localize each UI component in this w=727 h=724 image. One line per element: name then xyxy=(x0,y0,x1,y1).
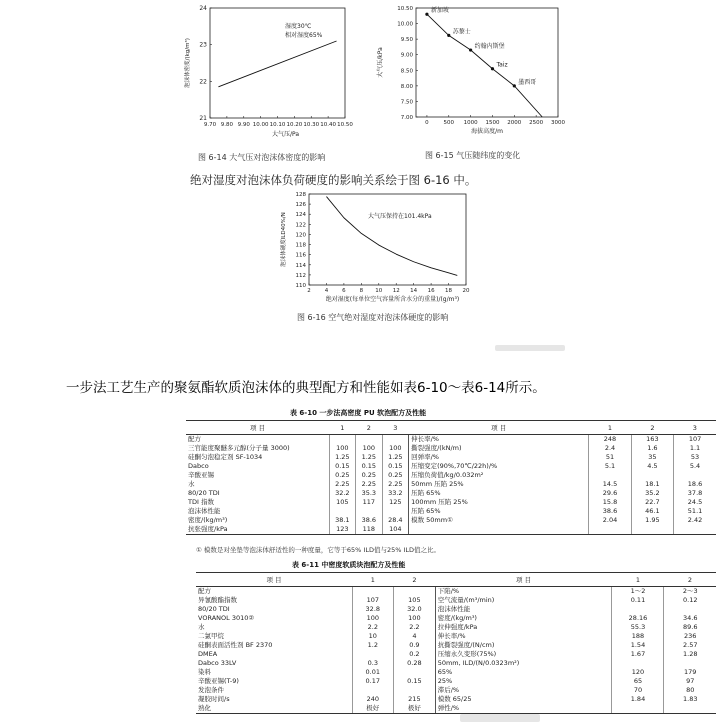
x-tick-label: 6 xyxy=(342,288,346,294)
table-cell: 压陷 65% xyxy=(409,489,589,498)
table-cell: 118 xyxy=(356,525,383,535)
table-cell xyxy=(394,668,436,677)
table-cell: 1.67 xyxy=(612,650,664,659)
table-cell xyxy=(664,605,716,614)
table-cell: 伸长率/% xyxy=(435,632,612,641)
table-cell: 4 xyxy=(394,632,436,641)
table-cell: Dabco xyxy=(188,462,209,470)
table-cell: 10 xyxy=(352,632,394,641)
column-header: 1 xyxy=(329,421,356,435)
table-cell: 104 xyxy=(382,525,409,535)
table-cell: 0.15 xyxy=(329,462,356,471)
table-cell: TDI 指数 xyxy=(188,498,214,506)
main-statement: 一步法工艺生产的聚氨酯软质泡沫体的典型配方和性能如表6-10～表6-14所示。 xyxy=(66,380,546,396)
table-cell: 撕裂强度/(kN/m) xyxy=(409,444,589,453)
table-cell: 215 xyxy=(394,695,436,704)
table-cell: 120 xyxy=(612,668,664,677)
data-point xyxy=(469,48,472,51)
y-tick-label: 124 xyxy=(295,212,306,219)
annotation-line-1: 湿度30℃ xyxy=(285,23,312,30)
y-tick-label: 21 xyxy=(199,115,207,122)
table-row xyxy=(196,605,716,614)
fig615-caption: 图 6-15 气压随纬度的变化 xyxy=(425,151,521,160)
table-cell xyxy=(382,435,409,445)
table-cell: 22.7 xyxy=(631,498,673,507)
table-cell: 密度/(kg/m³) xyxy=(435,614,612,623)
table-row xyxy=(186,516,716,525)
plot-frame xyxy=(210,8,345,118)
point-label: 苏黎士 xyxy=(452,28,471,36)
table-cell: 2.25 xyxy=(382,480,409,489)
table-cell: 2～3 xyxy=(664,587,716,597)
column-header: 项 目 xyxy=(435,573,612,587)
table-cell: 107 xyxy=(674,435,716,445)
table-cell xyxy=(612,605,664,614)
table-row xyxy=(196,695,716,704)
x-tick-label: 14 xyxy=(410,288,418,294)
table-cell: 0.15 xyxy=(356,462,383,471)
column-header: 项 目 xyxy=(409,421,589,435)
table-cell: 18.6 xyxy=(674,480,716,489)
table-row xyxy=(196,614,716,623)
table-row xyxy=(196,677,716,686)
y-tick-label: 118 xyxy=(295,242,306,249)
table-row xyxy=(196,641,716,650)
column-header: 2 xyxy=(394,573,436,587)
table-cell: 107 xyxy=(352,596,394,605)
table-cell: 配方 xyxy=(188,435,201,443)
y-tick-label: 128 xyxy=(295,192,306,198)
table-cell: 240 xyxy=(352,695,394,704)
fig616-caption: 图 6-16 空气绝对湿度对泡沫体硬度的影响 xyxy=(297,313,449,322)
table-row xyxy=(196,659,716,668)
table-cell xyxy=(329,435,356,445)
point-label: 约翰内斯堡 xyxy=(474,43,505,51)
table-cell: 28.16 xyxy=(612,614,664,623)
table-cell: 2.25 xyxy=(356,480,383,489)
x-tick-label: 16 xyxy=(427,288,435,294)
table-cell: 模数 50mm① xyxy=(409,516,589,525)
table-cell: 2.42 xyxy=(674,516,716,525)
table-cell: 空气流量/(m³/min) xyxy=(435,596,612,605)
y-tick-label: 9.00 xyxy=(400,52,413,59)
table-cell: 1.28 xyxy=(664,650,716,659)
y-tick-label: 120 xyxy=(295,232,306,239)
data-point xyxy=(513,84,516,87)
table-cell xyxy=(352,686,394,695)
column-header: 2 xyxy=(356,421,383,435)
table-cell: 53 xyxy=(674,453,716,462)
x-tick-label: 2 xyxy=(307,288,311,294)
table-cell: 0.28 xyxy=(394,659,436,668)
y-tick-label: 10.00 xyxy=(397,21,413,28)
table-cell: 70 xyxy=(612,686,664,695)
table-cell: 32.0 xyxy=(394,605,436,614)
table-cell xyxy=(612,704,664,714)
table-cell: 80/20 TDI xyxy=(198,605,230,613)
table-cell: 38.6 xyxy=(589,507,631,516)
y-tick-label: 10.50 xyxy=(397,6,413,12)
table-cell: 配方 xyxy=(198,587,211,595)
table-cell: 100 xyxy=(394,614,436,623)
x-tick-label: 9.80 xyxy=(220,122,233,128)
column-header: 1 xyxy=(589,421,631,435)
data-point xyxy=(491,67,494,70)
table-cell xyxy=(589,525,631,535)
table-cell: 滞后/% xyxy=(435,686,612,695)
table-row xyxy=(196,596,716,605)
y-tick-label: 110 xyxy=(295,283,306,289)
table-cell: 50mm, ILD/(N/0.0323m²) xyxy=(435,659,612,668)
table-cell: 35 xyxy=(631,453,673,462)
table-cell: 极好 xyxy=(394,704,436,714)
column-header: 3 xyxy=(674,421,716,435)
x-tick-label: 10.00 xyxy=(252,122,269,128)
table-cell: 248 xyxy=(589,435,631,445)
table-cell: 2.2 xyxy=(352,623,394,632)
table-cell: 0.3 xyxy=(352,659,394,668)
annotation: 大气压保持在101.4kPa xyxy=(368,213,432,220)
table-cell: 水 xyxy=(188,480,195,488)
table-cell: 压陷 65% xyxy=(409,507,589,516)
table-cell: 179 xyxy=(664,668,716,677)
table-cell: 4.5 xyxy=(631,462,673,471)
x-tick-label: 8 xyxy=(359,288,364,294)
x-tick-label: 9.70 xyxy=(203,122,217,128)
table-row xyxy=(186,462,716,471)
table-row xyxy=(196,650,716,659)
x-axis-label: 海拔高度/m xyxy=(471,128,503,135)
table-cell: 密度/(kg/m³) xyxy=(188,516,228,524)
table-cell: 极好 xyxy=(352,704,394,714)
table-cell: 1.6 xyxy=(631,444,673,453)
table-row xyxy=(196,632,716,641)
table-row xyxy=(186,525,716,535)
table-cell: 80/20 TDI xyxy=(188,489,220,497)
table-cell: 染料 xyxy=(198,668,211,676)
table-cell: 15.8 xyxy=(589,498,631,507)
table-cell: 1～2 xyxy=(612,587,664,597)
table-cell: 弹性/% xyxy=(435,704,612,714)
table-cell: 2.4 xyxy=(589,444,631,453)
column-header: 项 目 xyxy=(196,573,352,587)
x-tick-label: 0 xyxy=(425,120,429,126)
table-row xyxy=(186,507,716,516)
table-cell: 5.4 xyxy=(674,462,716,471)
table-cell: 压缩永久变形(75%) xyxy=(435,650,612,659)
table-cell: 熟化 xyxy=(196,704,352,714)
table-cell: 100 xyxy=(356,444,383,453)
table-cell xyxy=(356,507,383,516)
table-cell xyxy=(612,659,664,668)
column-header: 2 xyxy=(631,421,673,435)
table-cell: 80 xyxy=(664,686,716,695)
table-cell: 0.17 xyxy=(352,677,394,686)
table-cell: 24.5 xyxy=(674,498,716,507)
data-point xyxy=(447,34,450,37)
table-cell: 1.25 xyxy=(329,453,356,462)
table-cell: 28.4 xyxy=(382,516,409,525)
y-axis-label: 泡沫体密度/(kg/m³) xyxy=(185,38,191,88)
column-header: 1 xyxy=(352,573,394,587)
table-cell: 188 xyxy=(612,632,664,641)
table-cell: 模数 65/25 xyxy=(435,695,612,704)
table-cell: 1.84 xyxy=(612,695,664,704)
x-tick-label: 2000 xyxy=(507,120,522,126)
table-cell: 下陷/% xyxy=(435,587,612,597)
table-row xyxy=(186,480,716,489)
table-cell xyxy=(409,525,589,535)
x-tick-label: 1000 xyxy=(463,120,478,126)
table-cell: 35.3 xyxy=(356,489,383,498)
x-tick-label: 10.20 xyxy=(286,122,303,128)
table-cell: 压缩负荷值/kg/0.032m² xyxy=(409,471,589,480)
table-cell: Dabco 33LV xyxy=(198,659,237,667)
table-cell: 51 xyxy=(589,453,631,462)
series-line xyxy=(427,14,542,117)
table-row xyxy=(196,686,716,695)
column-header: 2 xyxy=(664,573,716,587)
table-cell xyxy=(352,587,394,597)
table-cell: 123 xyxy=(329,525,356,535)
table-cell: 100mm 压陷 25% xyxy=(409,498,589,507)
table-cell: 0.25 xyxy=(329,471,356,480)
table-cell: 2.04 xyxy=(589,516,631,525)
x-tick-label: 2500 xyxy=(529,120,544,126)
y-tick-label: 112 xyxy=(295,272,306,279)
table-cell: 0.25 xyxy=(356,471,383,480)
y-tick-label: 122 xyxy=(295,222,306,229)
table-cell: 89.6 xyxy=(664,623,716,632)
point-label: 新加坡 xyxy=(430,7,449,15)
x-tick-label: 20 xyxy=(462,288,470,294)
table-cell: 伸长率/% xyxy=(409,435,589,445)
table-cell: 65 xyxy=(612,677,664,686)
x-tick-label: 10.10 xyxy=(269,122,286,128)
point-label: 墨西哥 xyxy=(518,78,537,86)
table-cell: 硅酮匀泡稳定剂 SF-1034 xyxy=(188,453,263,461)
table-cell: 100 xyxy=(329,444,356,453)
table-cell: 125 xyxy=(382,498,409,507)
y-tick-label: 7.00 xyxy=(400,115,413,121)
table-cell: 泡沫体性能 xyxy=(188,507,221,515)
table-cell xyxy=(589,471,631,480)
table-cell: 1.25 xyxy=(382,453,409,462)
x-tick-label: 12 xyxy=(392,288,400,294)
table-cell xyxy=(631,471,673,480)
table-cell: 35.2 xyxy=(631,489,673,498)
table-cell: 38.6 xyxy=(356,516,383,525)
table-cell: 18.1 xyxy=(631,480,673,489)
table-cell: 0.15 xyxy=(382,462,409,471)
y-axis-label: 大气压/kPa xyxy=(377,47,384,78)
table610-footnote: ① 模数是对坐垫等泡沫体舒适性的一种度量，它等于65% ILD值与25% ILD值之比。 xyxy=(196,546,441,554)
table-cell xyxy=(631,525,673,535)
annotation-line-2: 相对湿度65% xyxy=(285,32,323,39)
table-cell: 1.54 xyxy=(612,641,664,650)
table-cell: 100 xyxy=(382,444,409,453)
table-cell: 1.83 xyxy=(664,695,716,704)
table-cell: 辛酸亚锡(T-9) xyxy=(198,677,239,685)
y-tick-label: 126 xyxy=(295,202,306,209)
table-cell xyxy=(352,650,394,659)
table-cell: 硅酮表面活性剂 BF 2370 xyxy=(198,641,273,649)
data-point xyxy=(425,13,428,16)
table-cell: 117 xyxy=(356,498,383,507)
table-cell: 0.15 xyxy=(394,677,436,686)
table610-caption: 表 6-10 一步法高密度 PU 软泡配方及性能 xyxy=(290,409,427,417)
table-cell: 三官能度聚醚多元醇(分子量 3000) xyxy=(188,444,290,452)
table-cell: 泡沫体性能 xyxy=(435,605,612,614)
table-cell: 105 xyxy=(329,498,356,507)
fig616-chart xyxy=(276,190,491,310)
table-cell xyxy=(674,471,716,480)
table-cell: 0.11 xyxy=(612,596,664,605)
table-cell: 抗张强度/kPa xyxy=(186,525,329,535)
y-tick-label: 8.50 xyxy=(400,68,413,75)
table-cell: 0.12 xyxy=(664,596,716,605)
table-cell: 0.2 xyxy=(394,650,436,659)
table-row xyxy=(196,623,716,632)
column-header: 项 目 xyxy=(186,421,329,435)
series-line xyxy=(218,41,336,87)
table-cell: 236 xyxy=(664,632,716,641)
table-row xyxy=(186,453,716,462)
y-tick-label: 23 xyxy=(199,41,207,49)
blurred-mark xyxy=(495,345,565,351)
x-tick-label: 10.50 xyxy=(337,122,353,128)
x-tick-label: 10.40 xyxy=(320,122,336,128)
table-row xyxy=(186,471,716,480)
table-cell xyxy=(382,507,409,516)
table-cell: VORANOL 3010② xyxy=(198,614,255,622)
x-tick-label: 1500 xyxy=(485,120,500,126)
point-label: Taiz xyxy=(496,61,508,69)
table-cell: 0.01 xyxy=(352,668,394,677)
series-curve xyxy=(326,197,457,276)
table-cell: 压缩变定(90%,70℃/22h)/% xyxy=(409,462,589,471)
table-cell: 水 xyxy=(198,623,205,631)
table-cell: 51.1 xyxy=(674,507,716,516)
x-tick-label: 18 xyxy=(445,288,453,294)
table-cell: 163 xyxy=(631,435,673,445)
x-tick-label: 10 xyxy=(375,288,383,294)
table-cell: 55.3 xyxy=(612,623,664,632)
table-cell xyxy=(674,525,716,535)
table-cell: 2.2 xyxy=(394,623,436,632)
table-cell: DMEA xyxy=(198,650,218,658)
x-axis-label: 大气压/Pa xyxy=(271,131,300,138)
table-cell: 29.6 xyxy=(589,489,631,498)
x-tick-label: 9.90 xyxy=(237,122,250,128)
y-tick-label: 22 xyxy=(199,78,207,86)
watermark-smudge xyxy=(460,714,540,722)
column-header: 3 xyxy=(382,421,409,435)
table-row xyxy=(186,489,716,498)
x-tick-label: 3000 xyxy=(551,120,565,126)
table-row xyxy=(186,498,716,507)
column-header: 1 xyxy=(612,573,664,587)
table-cell: 65% xyxy=(435,668,612,677)
x-tick-label: 500 xyxy=(443,120,455,126)
y-tick-label: 24 xyxy=(199,5,207,12)
table-cell: 1.25 xyxy=(356,453,383,462)
table-cell xyxy=(356,435,383,445)
table-cell: 97 xyxy=(664,677,716,686)
table-cell: 拉伸强度/kPa xyxy=(435,623,612,632)
table-cell: 凝胶时间/s xyxy=(198,695,230,703)
y-tick-label: 114 xyxy=(295,262,306,269)
y-axis-label: 泡沫体硬度ILD40%/N xyxy=(281,212,287,267)
table-cell: 100 xyxy=(352,614,394,623)
y-tick-label: 116 xyxy=(295,252,306,259)
x-axis-label: 绝对湿度(每单位空气容量所含水分的重量)/(g/m³) xyxy=(325,296,460,303)
table-row xyxy=(196,587,716,597)
table-cell xyxy=(329,507,356,516)
table-row xyxy=(196,668,716,677)
table-cell xyxy=(394,587,436,597)
table-cell: 50mm 压陷 25% xyxy=(409,480,589,489)
table-cell: 32.2 xyxy=(329,489,356,498)
y-tick-label: 8.00 xyxy=(400,83,413,90)
table-cell: 34.6 xyxy=(664,614,716,623)
table-cell: 异氰酸酯指数 xyxy=(198,596,237,604)
table-cell: 发泡条件 xyxy=(198,686,224,694)
table-cell: 抗撕裂强度/(N/cm) xyxy=(435,641,612,650)
y-tick-label: 7.50 xyxy=(400,99,413,106)
table-cell: 回弹率/% xyxy=(409,453,589,462)
table-cell: 14.5 xyxy=(589,480,631,489)
table-cell xyxy=(664,659,716,668)
table-cell: 33.2 xyxy=(382,489,409,498)
fig615-chart xyxy=(368,0,578,140)
fig614-chart xyxy=(180,0,380,140)
table-cell: 1.2 xyxy=(352,641,394,650)
table-cell: 37.8 xyxy=(674,489,716,498)
body-sentence: 绝对湿度对泡沫体负荷硬度的影响关系绘于图 6-16 中。 xyxy=(190,173,477,187)
table610 xyxy=(186,420,716,535)
table-cell xyxy=(664,704,716,714)
table611-caption: 表 6-11 中密度软质块泡配方及性能 xyxy=(292,561,406,569)
table-row xyxy=(196,704,716,714)
x-tick-label: 4 xyxy=(324,288,329,294)
table-row xyxy=(186,444,716,453)
table-cell: 32.8 xyxy=(352,605,394,614)
y-tick-label: 9.50 xyxy=(400,37,413,44)
table-cell: 2.25 xyxy=(329,480,356,489)
table-cell xyxy=(394,686,436,695)
fig614-caption: 图 6-14 大气压对泡沫体密度的影响 xyxy=(198,153,326,162)
table-row xyxy=(186,435,716,445)
table611 xyxy=(196,572,716,714)
table-cell: 0.25 xyxy=(382,471,409,480)
table-cell: 46.1 xyxy=(631,507,673,516)
table-cell: 25% xyxy=(435,677,612,686)
table-cell: 2.57 xyxy=(664,641,716,650)
table-cell: 38.1 xyxy=(329,516,356,525)
x-tick-label: 10.30 xyxy=(303,122,320,128)
table-cell: 0.9 xyxy=(394,641,436,650)
table-cell: 辛酸亚锡 xyxy=(188,471,214,479)
table-cell: 5.1 xyxy=(589,462,631,471)
table-cell: 105 xyxy=(394,596,436,605)
table-cell: 二氯甲烷 xyxy=(198,632,224,640)
table-cell: 1.95 xyxy=(631,516,673,525)
table-cell: 1.1 xyxy=(674,444,716,453)
